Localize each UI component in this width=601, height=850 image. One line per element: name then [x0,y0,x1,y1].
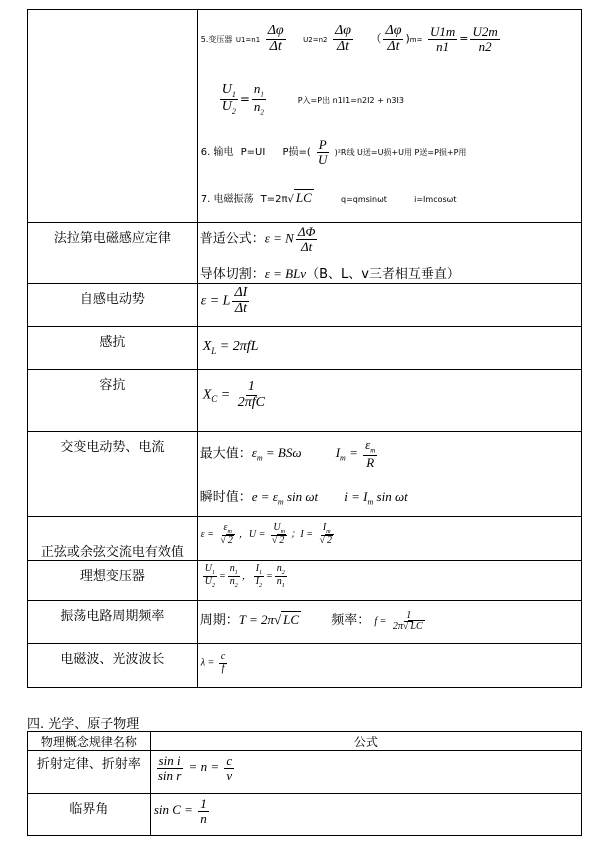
header-formula: 公式 [150,732,581,751]
inductive-reactance-label: 感抗 [28,327,198,370]
optics-table [27,731,582,836]
continuation-label-cell [28,10,198,223]
effective-value-label: 正弦或余弦交流电有效值 [28,517,198,561]
ideal-transformer-label: 理想变压器 [28,561,198,601]
faraday-formula-cell [197,223,581,284]
continuation-formula-cell [197,10,581,223]
faraday-label: 法拉第电磁感应定律 [28,223,198,284]
ac-emf-label: 交变电动势、电流 [28,432,198,517]
effective-value-formula: ε = $\frac{\varepsilon_m}{√ 2}$ ，U = $\frac{U_m}{√ 2}$ ；I = $\frac{I_m}{√ 2}$ [197,517,581,561]
lc-period-formula: 周期：T = 2π√ LC 频率： f = $\frac{1}{2\pi√ LC}$ [197,601,581,644]
refraction-formula: $\frac{\text{sin i}}{\text{sin r}}$ = n = $\frac{c}{v}$ [150,751,581,794]
transformer-line: 5.变压器 U1=n1 $\frac{\Delta\varphi}{\Delta t}$ U2=n2 $\frac{\Delta\varphi}{\Delta t}$ （ $\frac{\Delta\varphi}{\Delta t}$ )m= $\frac{U1m}{n1}$ = $\frac{U2m}{n2}$ [200,23,498,54]
oscillation-line: 7. 电磁振荡 T=2π√ LC q=qmsinωt i=Imcosωt [200,190,457,205]
faraday-general: 普适公式：ε = N $\frac{\Delta\Phi}{\Delta t}$ [199,224,316,254]
ac-instant: 瞬时值：$e = \varepsilon_m$ sin ωt $i = I_m$ sin ωt [199,489,408,507]
critical-angle-label: 临界角 [28,794,151,836]
critical-angle-formula: sin C = $\frac{1}{n}$ [150,794,581,836]
section4-heading: 四. 光学、原子物理 [27,717,140,732]
self-induction-formula: ε = L $\frac{\Delta I}{\Delta t}$ [197,284,581,327]
ac-emf-formula-cell [197,432,581,517]
refraction-label: 折射定律、折射率 [28,751,151,794]
capacitive-reactance-label: 容抗 [28,370,198,432]
inductive-reactance-formula: $X_L = 2\pi fL$ [197,327,581,370]
ideal-transformer-formula: $\frac{U_1}{U_2}$ = $\frac{n_1}{n_2}$ ， $\frac{I_1}{I_2}$ = $\frac{n_2}{n_1}$ [197,561,581,601]
transmission-line: 6. 输电 P=UI P损=( $\frac{P}{U}$ )²R线 U送=U损+U用 P送=P损+P用 [200,137,467,167]
physics-formula-table [27,9,582,688]
ac-max: 最大值：$\varepsilon_m = BS\omega$ $I_m$ = $\frac{\varepsilon_m}{R}$ [199,437,376,470]
capacitive-reactance-formula: $X_C$ = $\frac{1}{\text{2πfC}}$ [197,370,581,432]
lc-period-label: 振荡电路周期频率 [28,601,198,644]
wavelength-label: 电磁波、光波波长 [28,644,198,688]
faraday-cutting: 导体切割：ε = BLv（B、L、v三者相互垂直） [199,266,460,282]
self-induction-label: 自感电动势 [28,284,198,327]
header-name: 物理概念规律名称 [28,732,151,751]
wavelength-formula: λ = $\frac{c}{f}$ [197,644,581,688]
ratio-line: $\frac{U_1}{U_2}$ = $\frac{n_1}{n_2}$ P入=P出 n1I1=n2I2 + n3I3 [221,81,404,117]
